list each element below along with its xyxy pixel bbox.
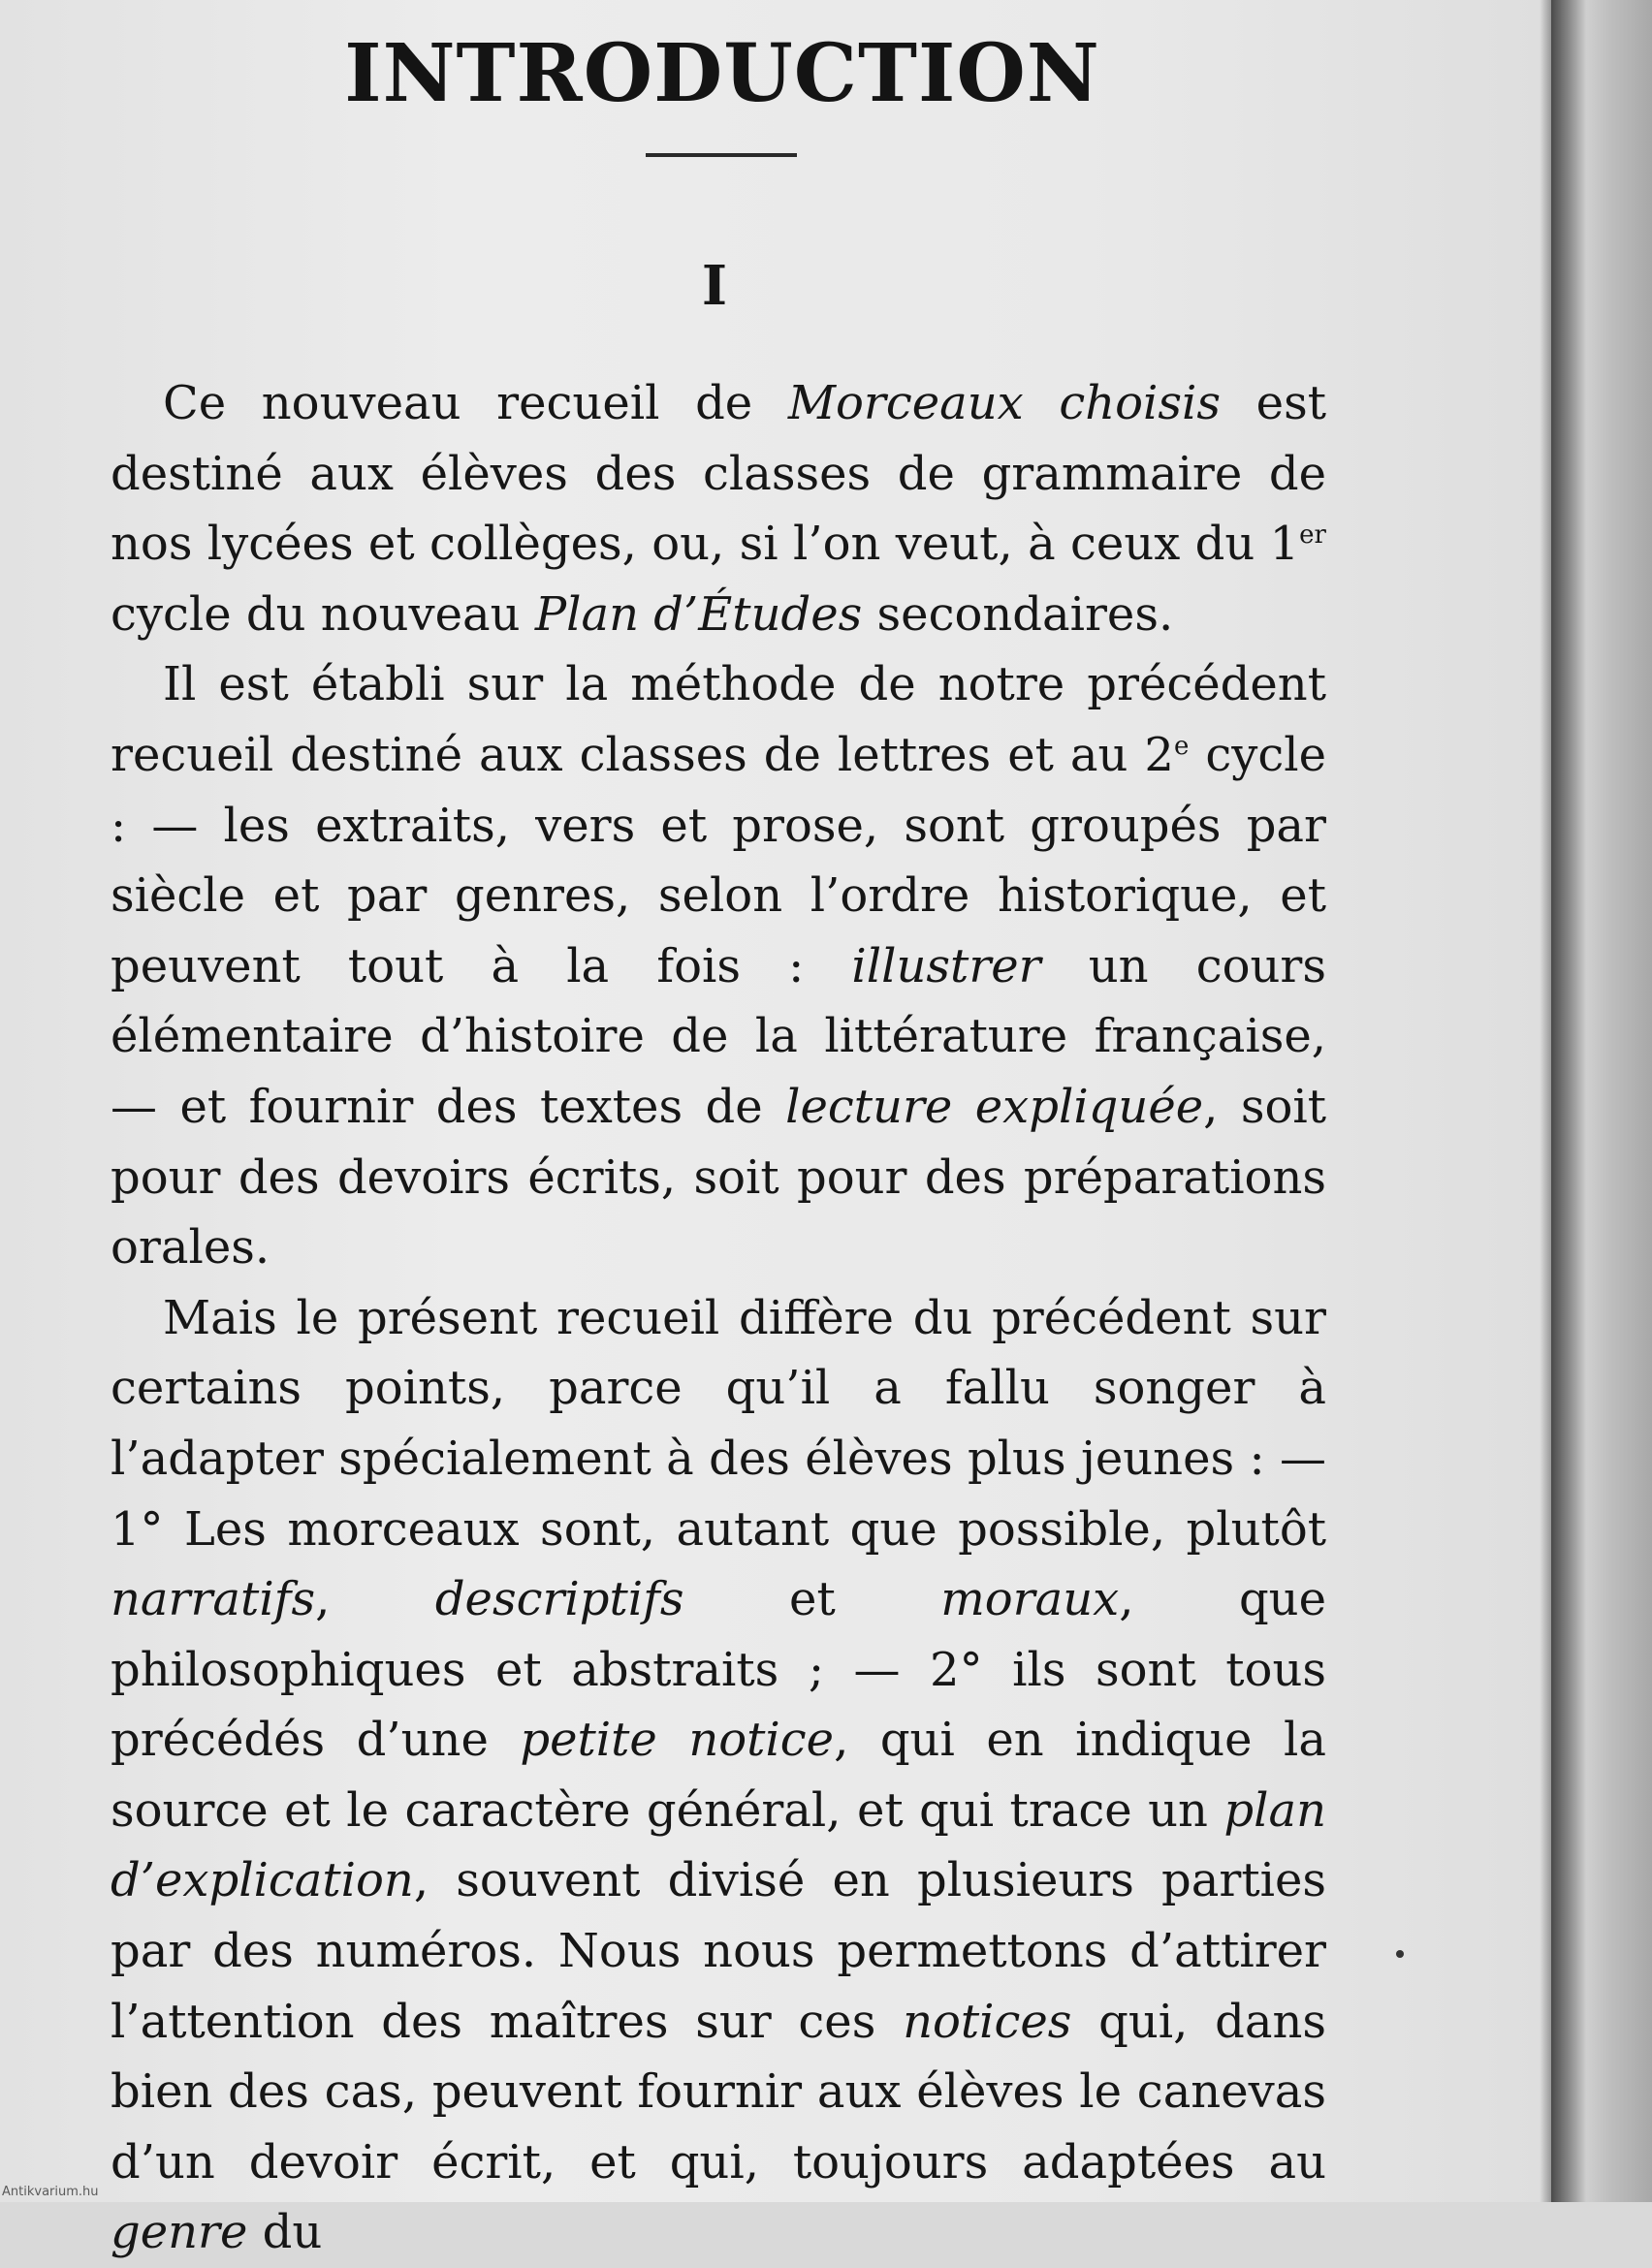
text-run: , soit pour des devoirs écrits, soit pour des préparations orales. (111, 1079, 1327, 1276)
italic-phrase: lecture expliquée (785, 1079, 1204, 1134)
body-text (111, 368, 1326, 2268)
text-run: , que philosophiques et abstraits ; — 2° ils sont tous précédés d’une (111, 1572, 1326, 1768)
text-run: du (247, 2205, 323, 2260)
italic-phrase: descriptifs (434, 1572, 684, 1627)
text-run: Mais le présent recueil diffère du précédent sur certains points, parce qu’il a fallu songer à l’adapter spécialement à des élèves plus jeunes : — 1° Les morceaux sont, autant que possible, plutôt (111, 1290, 1326, 1557)
title-rule (646, 153, 797, 157)
text-run: cycle du nouveau (111, 586, 535, 642)
text-run: est destiné aux élèves des classes de grammaire de nos lycées et collèges, ou, si l’on veut, à ceux du 1 (111, 376, 1326, 572)
watermark: Antikvarium.hu (2, 2185, 99, 2199)
italic-phrase: petite notice (520, 1713, 835, 1768)
book-gutter (1551, 0, 1652, 2202)
italic-phrase: Plan d’Études (534, 586, 863, 642)
italic-phrase: genre (111, 2205, 248, 2260)
paragraph-2 (111, 649, 1326, 1282)
paragraph-3 (111, 1283, 1326, 2268)
superscript: er (1299, 520, 1326, 551)
text-run: Il est établi sur la méthode de notre précédent recueil destiné aux classes de lettres et au 2 (111, 657, 1326, 782)
text-run: , souvent divisé en plusieurs parties par des numéros. Nous nous permettons d’attirer l’attention des maîtres sur ces (111, 1853, 1326, 2049)
paragraph-1 (111, 368, 1326, 649)
italic-phrase: narratifs (111, 1572, 316, 1627)
text-run: un cours élémentaire d’histoire de la littérature française, — et fournir des textes de (111, 938, 1326, 1134)
text-run: secondaires. (862, 586, 1174, 642)
superscript: e (1173, 731, 1190, 761)
section-number: I (701, 254, 728, 318)
text-run: Ce nouveau recueil de (163, 376, 788, 430)
text-run: cycle : — les extraits, vers et prose, sont groupés par siècle et par genres, selon l’ordre historique, et peuvent tout à la fois : (111, 727, 1326, 993)
text-run: , (315, 1572, 435, 1627)
page-title: INTRODUCTION (344, 27, 1100, 120)
italic-phrase: moraux (940, 1572, 1120, 1627)
ink-speck (1396, 1950, 1404, 1958)
italic-phrase: Morceaux choisis (787, 376, 1222, 430)
italic-phrase: illustrer (851, 938, 1041, 993)
text-run: et (683, 1572, 941, 1627)
text-run: , qui en indique la source et le caractère général, et qui trace un (111, 1713, 1327, 1838)
text-run: qui, dans bien des cas, peuvent fournir aux élèves le canevas d’un devoir écrit, et qui, toujours adaptées au (111, 1994, 1326, 2189)
italic-phrase: notices (903, 1994, 1072, 2049)
italic-phrase: plan d’explication (111, 1782, 1326, 1908)
